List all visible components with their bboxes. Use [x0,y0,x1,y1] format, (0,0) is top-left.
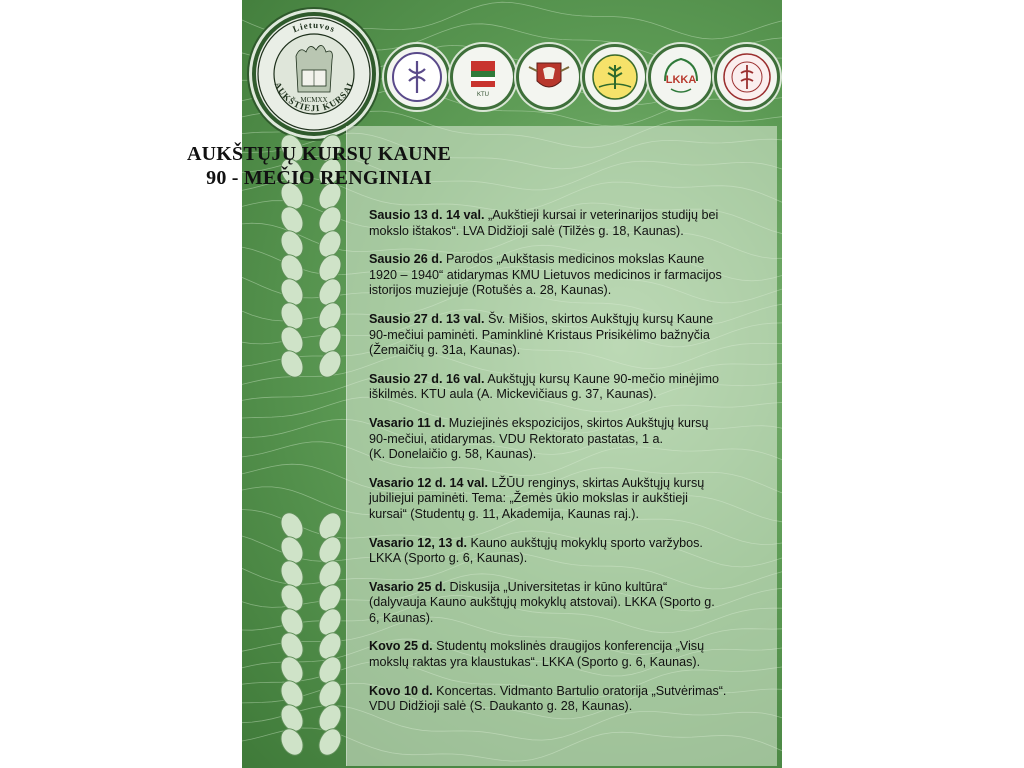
lkka-logo-text: LKKA [665,74,697,86]
event-description: Diskusija „Universitetas ir kūno kultūra“ [446,579,668,594]
event-date: Vasario 12, 13 d. [369,535,468,550]
event-description: LŽŪU renginys, skirtas Aukštųjų kursų [488,475,705,490]
event-item [369,684,789,715]
event-date: Kovo 25 d. [369,639,433,654]
event-item [369,476,789,523]
event-line [369,252,789,268]
seal-year-text: MCMXX [300,96,328,104]
event-date: Vasario 25 d. [369,579,447,594]
event-description-line: mokslų raktas yra klaustukas“. LKKA (Sporto g. 6, Kaunas). [369,655,701,670]
ktu-logo-icon [450,44,516,110]
event-item [369,372,789,403]
event-description-line: LKKA (Sporto g. 6, Kaunas). [369,551,528,566]
event-line [369,476,789,492]
event-description: „Aukštieji kursai ir veterinarijos studijų bei [484,208,719,222]
event-item [369,536,789,567]
event-description: Studentų mokslinės draugijos konferencija „Visų [432,639,705,654]
title-line-2: 90 - MEČIO RENGINIAI [206,167,432,189]
title-line-1: AUKŠTŲJŲ KURSŲ KAUNE [186,143,452,165]
event-item [369,312,789,359]
event-description: Koncertas. Vidmanto Bartulio oratorija „Sutvėrimas“. [432,683,727,698]
event-line [369,416,789,432]
event-date: Sausio 26 d. [369,252,443,267]
seal-top-text: Lietuvos [291,19,337,35]
event-description-line: 90-mečiui paminėti. Paminklinė Kristaus Prisikėlimo bažnyčia [369,327,710,342]
event-description: Parodos „Aukštasis medicinos mokslas Kaune [442,252,705,267]
veterinary-logo-icon [384,44,450,110]
event-date: Sausio 13 d. 14 val. [369,208,485,222]
event-item [369,580,789,627]
ktu-logo-text: KTU [477,92,489,98]
wheat-ornament-bottom-icon [272,512,350,768]
agricultural-university-logo-icon [582,44,648,110]
event-description-line: 1920 – 1940“ atidarymas KMU Lietuvos medicinos ir farmacijos [369,267,722,282]
event-line [369,580,789,596]
event-description-line: VDU Didžioji salė (S. Daukanto g. 28, Kaunas). [369,699,633,714]
event-description-line: (K. Donelaičio g. 58, Kaunas). [369,447,537,462]
event-description: Muziejinės ekspozicijos, skirtos Aukštųjų kursų [445,415,709,430]
event-description-line: istorijos muziejuje (Rotušės a. 28, Kaunas). [369,283,612,298]
medical-university-logo-icon [714,44,780,110]
lkka-logo-icon [648,44,714,110]
seal-bottom-text: AUKŠTIEJI KURSAI [272,80,356,114]
university-seal [252,12,376,136]
event-description-line: 6, Kaunas). [369,610,434,625]
event-item [369,416,789,463]
event-description-line: mokslo ištakos“. LVA Didžioji salė (Tilžės g. 18, Kaunas). [369,223,684,238]
event-list [369,208,789,728]
kaunas-coat-of-arms-icon [516,44,582,110]
event-date: Sausio 27 d. 13 val. [369,311,485,326]
event-date: Kovo 10 d. [369,683,433,698]
event-date: Sausio 27 d. 16 val. [369,371,485,386]
event-description-line: 90-mečiui, atidarymas. VDU Rektorato pastatas, 1 a. [369,431,663,446]
event-line [369,208,789,224]
event-item [369,208,789,239]
event-item [369,252,789,299]
event-line [369,372,789,388]
event-date: Vasario 12 d. 14 val. [369,475,489,490]
event-description-line: jubiliejui paminėti. Tema: „Žemės ūkio mokslas ir aukštieji [369,491,688,506]
event-description-line: (Žemaičių g. 31a, Kaunas). [369,343,521,358]
poster-title [104,142,534,190]
event-description-line: (dalyvauja Kauno aukštųjų mokyklų atstovai). LKKA (Sporto g. [369,595,715,610]
event-line [369,639,789,655]
event-line [369,536,789,552]
event-line [369,312,789,328]
event-description: Šv. Mišios, skirtos Aukštųjų kursų Kaune [484,311,714,326]
event-description-line: iškilmės. KTU aula (A. Mickevičiaus g. 37, Kaunas). [369,387,657,402]
event-description: Aukštųjų kursų Kaune 90-mečio minėjimo [484,371,720,386]
event-description: Kauno aukštųjų mokyklų sporto varžybos. [467,535,703,550]
event-date: Vasario 11 d. [369,415,446,430]
event-description-line: kursai“ (Studentų g. 11, Akademija, Kaunas raj.). [369,506,639,521]
event-line [369,684,789,700]
event-item [369,639,789,670]
